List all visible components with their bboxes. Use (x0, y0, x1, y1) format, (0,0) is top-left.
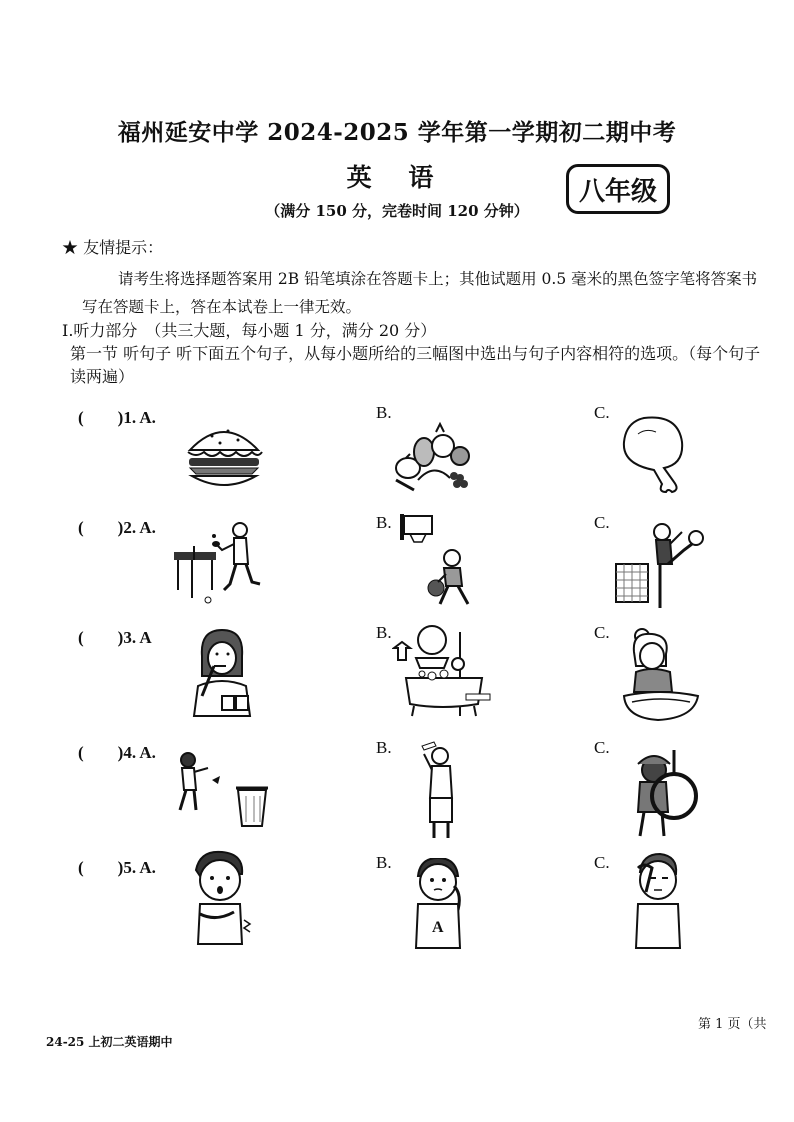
section-description: 第一节 听句子 听下面五个句子，从每小题所给的三幅图中选出与句子内容相符的选项。（每个句子读两遍） (70, 344, 761, 386)
subject-title: 英 语 (346, 163, 448, 192)
question-3-number: ( )3. A (78, 628, 152, 647)
headache-icon[interactable] (626, 852, 690, 952)
throwing-litter-icon[interactable] (174, 750, 270, 830)
soccer-icon[interactable] (612, 520, 712, 612)
tips-heading: ★ 友情提示： (62, 238, 164, 257)
brushing-teeth-icon[interactable] (182, 626, 262, 718)
toothache-icon[interactable] (408, 858, 468, 950)
basketball-icon[interactable] (396, 512, 480, 612)
exam-title: 福州延安中学 2024-2025 学年第一学期初二期中考 (117, 119, 677, 146)
question-4-option-b-label: B. (376, 738, 392, 757)
score-info: （满分 150 分，完卷时间 120 分钟） (265, 202, 529, 220)
question-5-number: ( )5. A. (78, 858, 156, 877)
grade-badge: 八年级 (566, 164, 670, 214)
drinking-water-icon[interactable] (410, 740, 466, 844)
taking-bath-icon[interactable] (392, 624, 496, 720)
question-1-option-b-label: B. (376, 403, 392, 422)
question-1-number: ( )1. A. (78, 408, 156, 427)
question-3-option-b-label: B. (376, 623, 392, 642)
question-5-option-c-label: C. (594, 853, 610, 872)
question-5-option-b-label: B. (376, 853, 392, 872)
stomachache-icon[interactable] (184, 850, 256, 950)
hamburger-icon[interactable] (184, 418, 264, 490)
chicken-leg-icon[interactable] (616, 412, 696, 496)
footer-label: 24-25 上初二英语期中 (46, 1035, 173, 1049)
table-tennis-icon[interactable] (172, 518, 268, 604)
question-3-option-c-label: C. (594, 623, 610, 642)
riding-bike-icon[interactable] (624, 744, 700, 840)
question-1-option-c-label: C. (594, 403, 610, 422)
question-4-option-c-label: C. (594, 738, 610, 757)
tips-body: 请考生将选择题答案用 2B 铅笔填涂在答题卡上；其他试题用 0.5 毫米的黑色签字笔将答案书写在答题卡上，答在本试卷上一律无效。 (82, 270, 758, 316)
question-2-number: ( )2. A. (78, 518, 156, 537)
question-2-option-b-label: B. (376, 513, 392, 532)
svg-text:A: A (432, 919, 444, 936)
fruits-and-vegetables-icon[interactable] (388, 418, 480, 494)
section-heading: I.听力部分 （共三大题，每小题 1 分，满分 20 分） (62, 321, 437, 340)
question-2-option-c-label: C. (594, 513, 610, 532)
washing-face-icon[interactable] (618, 626, 702, 722)
page-number: 第 1 页（共 (698, 1017, 767, 1032)
question-4-number: ( )4. A. (78, 743, 156, 762)
